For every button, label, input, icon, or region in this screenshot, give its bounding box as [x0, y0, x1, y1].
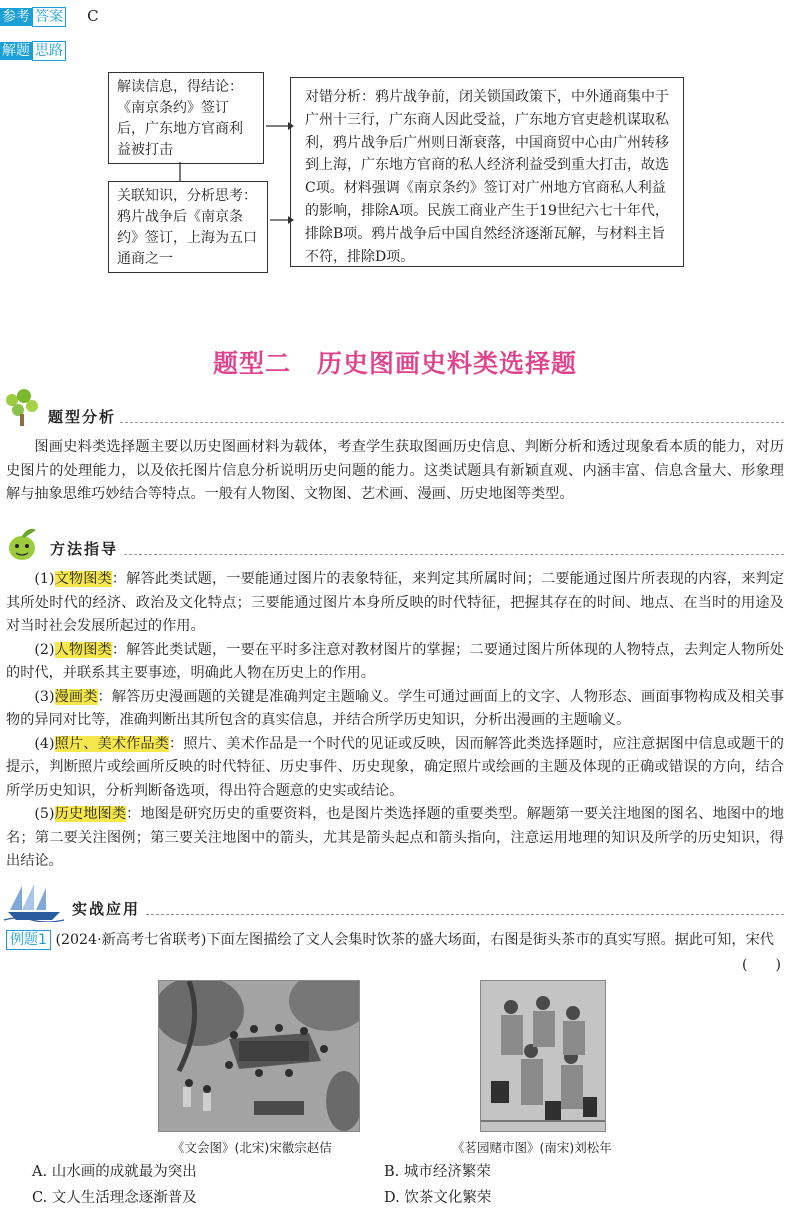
method-key: 照片、美术作品类: [54, 735, 170, 752]
thinking-tag-b: 思路: [32, 41, 66, 61]
answer-tag-a: 参考: [2, 9, 30, 25]
sailing-ship-icon: [2, 882, 68, 922]
section-method-divider: [124, 554, 784, 555]
tree-icon: [2, 388, 42, 428]
section-method-header: [0, 524, 790, 564]
option-c[interactable]: C. 文人生活理念逐渐普及: [32, 1190, 197, 1206]
diagram-box-analysis: 对错分析：鸦片战争前，闭关锁国政策下，中外通商集中于广州十三行，广东商人因此受益，广东地方官吏趁机谋取私利，鸦片战争后广州则日渐衰落，中国商贸中心由广州转移到上海，广东地方官商的私人经济利益受到重大打击，故选C项。材料强调《南京条约》签订对广州地方官商私人利益的影响，排除A项。民族工商业产生于19世纪六七十年代，排除B项。鸦片战争后中国自然经济逐渐瓦解，与材料主旨不符，排除D项。: [290, 77, 684, 267]
diagram-arrows: [260, 90, 296, 240]
method-item: (4)照片、美术作品类：照片、美术作品是一个时代的见证或反映，因而解答此类选择题时，应注意据图中信息或题干的提示，判断照片或绘画所反映的时代特征、历史事件、历史现象，确定照片或绘画的主题及体现的正确或错误的方向，结合所学历史知识，分析判断备选项，得出符合题意的史实或结论。: [6, 735, 784, 799]
section-analysis-divider: [120, 422, 784, 423]
section-analysis-title: 题型分析: [48, 408, 117, 426]
wenhui-painting-image: [158, 980, 360, 1132]
method-key: 历史地图类: [54, 806, 127, 822]
method-key: 人物图类: [54, 641, 112, 658]
answer-row: [0, 6, 99, 27]
section-method-title: 方法指导: [50, 540, 119, 558]
mingyuan-painting-image: [480, 980, 606, 1132]
answer-tag-b: 答案: [32, 7, 66, 27]
section-practice-title: 实战应用: [72, 900, 141, 918]
caption-left: 《文会图》(北宋)宋徽宗赵佶: [172, 1140, 332, 1155]
page-heading: 题型二 历史图画史料类选择题: [212, 349, 577, 378]
option-a[interactable]: A. 山水画的成就最为突出: [32, 1164, 197, 1180]
section-analysis-header: [0, 388, 790, 428]
method-item: (2)人物图类：解答此类试题，一要在平时多注意对教材图片的掌握；二要通过图片所体现的人物特点，去判定人物所处的时代，并联系其主要事迹，明确此人物在历史上的作用。: [6, 641, 784, 681]
option-d[interactable]: D. 饮茶文化繁荣: [384, 1190, 492, 1206]
method-item: (3)漫画类：解答历史漫画题的关键是准确判定主题喻义。学生可通过画面上的文字、人物形态、画面事物构成及相关事物的异同对比等，准确判断出其所包含的真实信息，并结合所学历史知识，分析出漫画的主题喻义。: [6, 688, 784, 728]
diagram-box-knowledge: 关联知识，分析思考：鸦片战争后《南京条约》签订，上海为五口通商之一: [108, 181, 268, 273]
method-key: 文物图类: [54, 571, 112, 587]
method-list: [6, 568, 784, 874]
option-b[interactable]: B. 城市经济繁荣: [384, 1164, 491, 1180]
example-stem-text: (2024·新高考七省联考)下面左图描绘了文人会集时饮茶的盛大场面，右图是街头茶市的真实写照。据此可知，宋代: [55, 932, 774, 948]
example-stem: [6, 928, 784, 953]
answer-blank: ( ): [742, 957, 781, 973]
section-analysis-text: 图画史料类选择题主要以历史图画材料为载体，考查学生获取图画历史信息、判断分析和透过现象看本质的能力，对历史图片的处理能力，以及依托图片信息分析说明历史问题的能力。这类试题具有新颖直观、内涵丰富、信息含量大、形象理解与抽象思维巧妙结合等特点。一般有人物图、文物图、艺术画、漫画、历史地图等类型。: [6, 439, 784, 502]
answer-value: C: [87, 7, 99, 25]
section-practice-header: [0, 882, 790, 922]
caption-right: 《茗园赌市图》(南宋)刘松年: [452, 1140, 612, 1155]
method-key: 漫画类: [54, 688, 98, 705]
method-item: (5)历史地图类：地图是研究历史的重要资料，也是图片类选择题的重要类型。解题第一要关注地图的图名、地图中的地名；第二要关注图例；第三要关注地图中的箭头，尤其是箭头起点和箭头指向，注意运用地理的知识及所学的历史知识，得出结论。: [6, 806, 784, 869]
diagram-box-conclusion: 解读信息，得结论：《南京条约》签订后，广东地方官商利益被打击: [108, 72, 264, 164]
leaf-mascot-icon: [4, 526, 44, 564]
method-item: (1)文物图类：解答此类试题，一要能通过图片的表象特征，来判定其所属时间；二要能通过图片所表现的内容，来判定其所处时代的经济、政治及文化特点；三要能通过图片本身所反映的时代特征，把握其存在的时间、地点、在当时的用途及对当时社会发展所起过的作用。: [6, 571, 784, 634]
thinking-row: [0, 40, 66, 61]
thinking-tag-a: 解题: [2, 43, 30, 59]
section-practice-divider: [146, 914, 784, 915]
diagram-connector: [174, 162, 186, 184]
example-label: 例题1: [6, 930, 51, 950]
